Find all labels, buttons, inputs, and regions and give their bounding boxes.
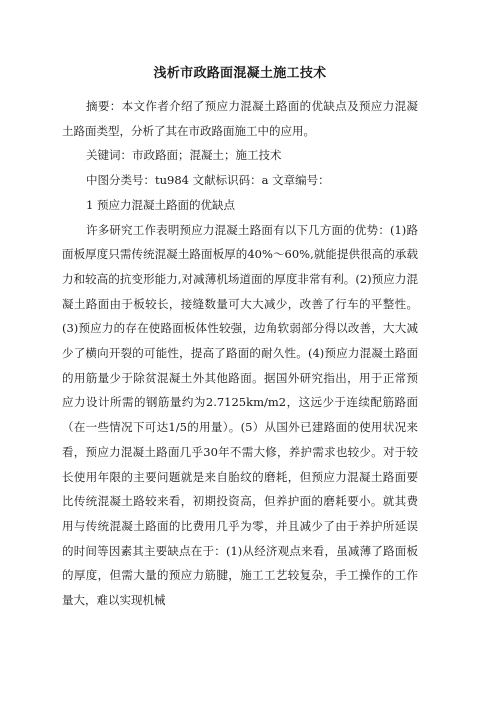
document-title: 浅析市政路面混凝土施工技术 [153, 66, 327, 81]
abstract-paragraph: 摘要：本文作者介绍了预应力混凝土路面的优缺点及预应力混凝土路面类型，分析了其在市政路面施工中的应用。 [62, 99, 418, 138]
section-heading: 1 预应力混凝土路面的优缺点 [86, 197, 235, 212]
keywords-line: 关键词：市政路面；混凝土；施工技术 [86, 148, 282, 163]
body-paragraph: 许多研究工作表明预应力混凝土路面有以下几方面的优势：(1)路面板厚度只需传统混凝土路面板厚的40%～60%,就能提供很高的承载力和较高的抗变形能力,对减薄机场道面的厚度非常有利。(2)预应力混凝土路面由于板较长，接缝数量可大大减少，改善了行车的平整性。(3)预应力的存在使路面板体性较强，边角软弱部分得以改善，大大减少了横向开裂的可能性，提高了路面的耐久性。(4)预应力混凝土路面的用筋量少于除贫混凝土外其他路面。据国外研究指出，用于正常预应力设计所需的钢筋量约为2.7125km/m2，这远少于连续配筋路面（在一些情况下可达1/5的用量）。(5）从国外已建路面的使用状况来看，预应力混凝土路面几乎30年不需大修，养护需求也较少。对于较长使用年限的主要问题就是来自胎纹的磨耗，但预应力混凝土路面要比传统混凝土路较来看，初期投资高，但养护面的磨耗要小。就其费用与传统混凝土路面的比费用几乎为零，并且减少了由于养护所延误的时间等因素其主要缺点在于：(1)从经济观点来看，虽减薄了路面板的厚度，但需大量的预应力筋腱，施工工艺较复杂，手工操作的工作量大，难以实现机械 [62, 222, 418, 608]
classification-line: 中图分类号：tu984 文献标识码：a 文章编号： [86, 173, 330, 188]
